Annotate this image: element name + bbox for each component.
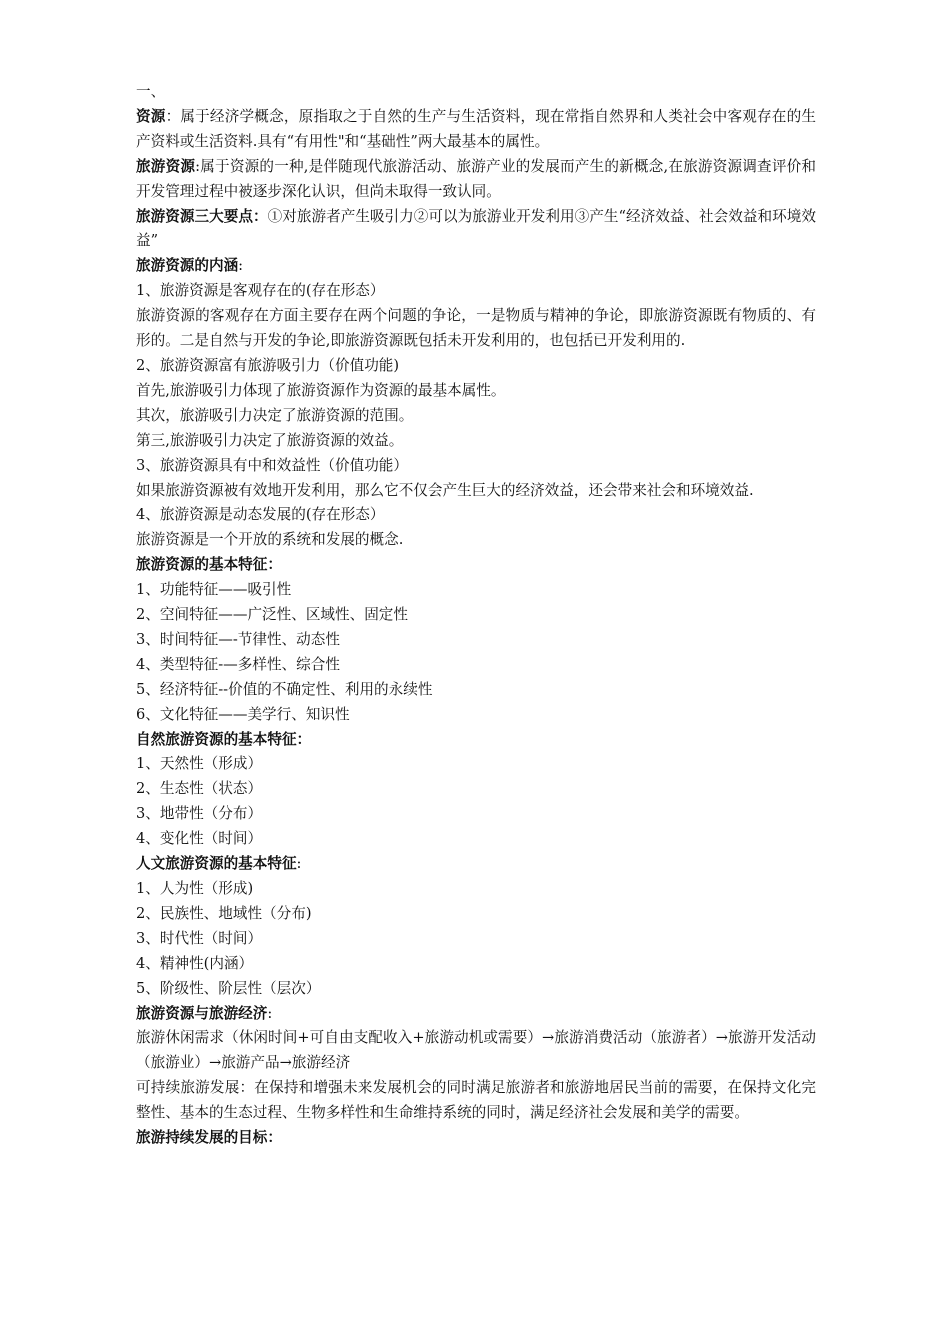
heading-punct: ： xyxy=(296,730,312,748)
list-item: 3、旅游资源具有中和效益性（价值功能） xyxy=(136,456,408,474)
heading-text: 自然旅游资源的基本特征 xyxy=(136,730,297,748)
indented-paragraph: 旅游资源的客观存在方面主要存在两个问题的争论，一是物质与精神的争论，即旅游资源既有物质的、有形的。二是自然与开发的争论,即旅游资源既包括未开发利用的，也包括已开发利用的. xyxy=(136,307,816,350)
list-item: 1、功能特征——吸引性 xyxy=(136,581,292,599)
list-item: 4、旅游资源是动态发展的(存在形态） xyxy=(136,506,385,524)
list-item: 2、民族性、地域性（分布) xyxy=(136,904,312,922)
heading-punct: : xyxy=(296,855,302,873)
heading-text: 人文旅游资源的基本特征 xyxy=(136,855,297,873)
heading-basic-features xyxy=(136,553,816,578)
list-item: 3、地带性（分布） xyxy=(136,805,263,823)
heading-tourism-economy xyxy=(136,1002,816,1027)
heading-punct: : xyxy=(238,257,244,275)
heading-text: 旅游资源与旅游经济 xyxy=(136,1004,268,1022)
list-item: 1、人为性（形成) xyxy=(136,880,254,897)
indented-paragraph: 第三,旅游吸引力决定了旅游资源的效益。 xyxy=(136,431,404,449)
indented-paragraph: 首先,旅游吸引力体现了旅游资源作为资源的最基本属性。 xyxy=(136,381,506,399)
key-points-text: ①对旅游者产生吸引力②可以为旅游业开发利用③产生“经济效益、社会效益和环境效益” xyxy=(136,207,816,250)
indented-paragraph: 旅游资源是一个开放的系统和发展的概念. xyxy=(136,531,404,549)
list-item: 3、时代性（时间） xyxy=(136,929,263,947)
list-item: 6、文化特征——美学行、知识性 xyxy=(136,705,350,723)
definition-text: :属于资源的一种,是伴随现代旅游活动、旅游产业的发展而产生的新概念,在旅游资源调查评价和开发管理过程中被逐步深化认识，但尚未取得一致认同。 xyxy=(136,157,816,200)
sustainable-development-paragraph: 可持续旅游发展：在保持和增强未来发展机会的同时满足旅游者和旅游地居民当前的需要，在保持文化完整性、基本的生态过程、生物多样性和生命维持系统的同时，满足经济社会发展和美学的需要。 xyxy=(136,1079,816,1122)
list-item: 4、精神性(内涵） xyxy=(136,954,254,972)
indented-paragraph: 如果旅游资源被有效地开发利用，那么它不仅会产生巨大的经济效益，还会带来社会和环境效益. xyxy=(136,481,754,499)
heading-punct: : xyxy=(267,1004,273,1022)
list-item: 3、时间特征—-节律性、动态性 xyxy=(136,630,340,648)
list-item: 2、空间特征——广泛性、区域性、固定性 xyxy=(136,606,408,624)
paragraph-resource-definition xyxy=(136,105,816,155)
heading-sustainable-goals xyxy=(136,1126,816,1151)
flow-paragraph: 旅游休闲需求（休闲时间+可自由支配收入+旅游动机或需要）→旅游消费活动（旅游者）→旅游开发活动（旅游业）→旅游产品→旅游经济 xyxy=(136,1029,816,1072)
heading-text: 旅游资源的基本特征 xyxy=(136,556,268,574)
list-item: 1、天然性（形成） xyxy=(136,755,263,773)
heading-text: 旅游持续发展的目标 xyxy=(136,1129,268,1147)
list-item: 1、旅游资源是客观存在的(存在形态） xyxy=(136,282,385,300)
list-item: 2、旅游资源富有旅游吸引力（价值功能) xyxy=(136,356,400,374)
heading-text: 旅游资源的内涵 xyxy=(136,257,239,275)
heading-connotation xyxy=(136,254,816,279)
document-body xyxy=(136,80,816,1151)
indented-paragraph: 其次，旅游吸引力决定了旅游资源的范围。 xyxy=(136,406,414,424)
term-tourism-resource: 旅游资源 xyxy=(136,157,196,175)
list-item: 2、生态性（状态） xyxy=(136,780,263,798)
term-resource: 资源 xyxy=(136,107,166,125)
heading-punct: ： xyxy=(267,556,282,574)
heading-cultural-features xyxy=(136,852,816,877)
paragraph-three-key-points xyxy=(136,205,816,255)
list-item: 5、阶级性、阶层性（层次） xyxy=(136,979,321,997)
paragraph-tourism-resource-definition xyxy=(136,155,816,205)
section-number: 一、 xyxy=(136,83,166,100)
heading-punct: ： xyxy=(267,1129,282,1147)
heading-natural-features xyxy=(136,728,816,753)
list-item: 5、经济特征--价值的不确定性、利用的永续性 xyxy=(136,680,433,698)
term-three-key-points: 旅游资源三大要点： xyxy=(136,207,268,225)
list-item: 4、类型特征-—多样性、综合性 xyxy=(136,655,340,673)
definition-text: ：属于经济学概念，原指取之于自然的生产与生活资料，现在常指自然界和人类社会中客观存在的生产资料或生活资料.具有“有用性"和“基础性”两大最基本的属性。 xyxy=(136,107,816,150)
list-item: 4、变化性（时间） xyxy=(136,830,263,848)
